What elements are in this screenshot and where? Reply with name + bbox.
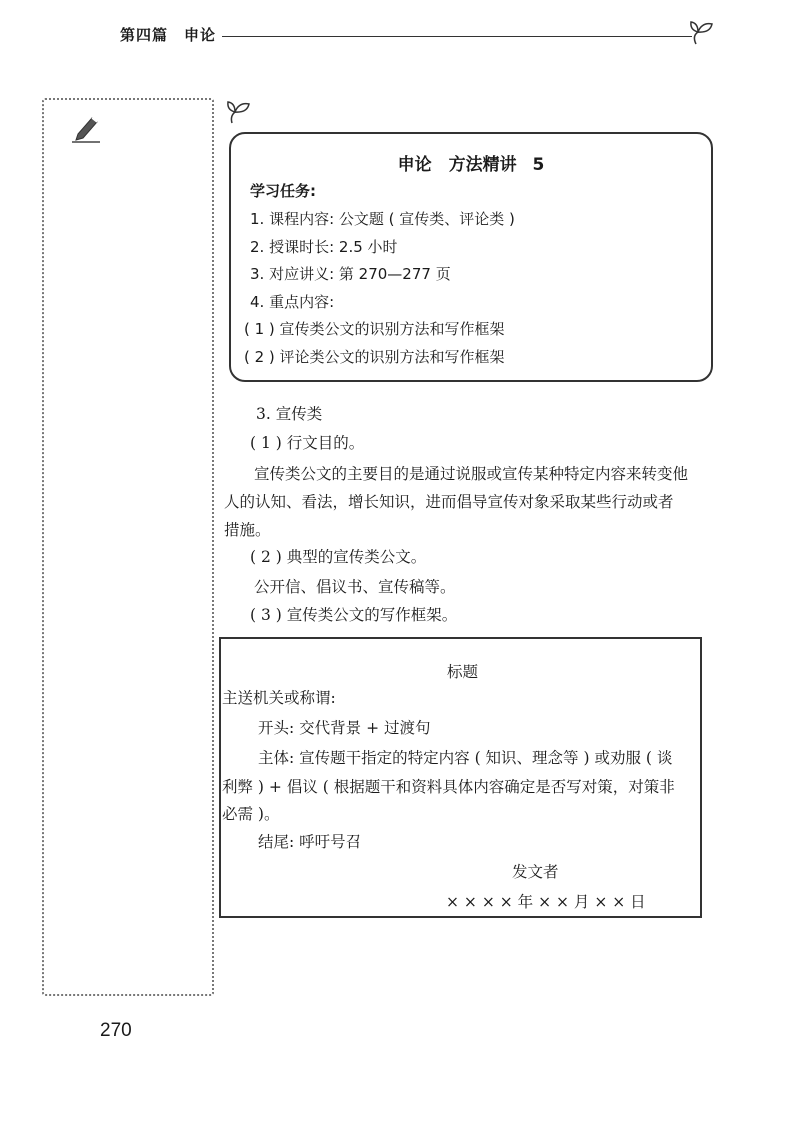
framework-body-line: 主体: 宣传题干指定的特定内容 ( 知识、理念等 ) 或劝服 ( 谈 [258, 749, 673, 767]
section-heading: 3. 宣传类 [256, 405, 323, 423]
framework-body-line: 利弊 ) + 倡议 ( 根据题干和资料具体内容确定是否写对策，对策非 [222, 778, 675, 796]
framework-date: × × × × 年 × × 月 × × 日 [446, 893, 646, 911]
task-item: 2. 授课时长: 2.5 小时 [250, 238, 398, 256]
pencil-icon [70, 114, 104, 144]
sprout-icon [688, 16, 718, 46]
subheading: ( 2 ) 典型的宣传类公文。 [250, 548, 427, 566]
paragraph-line: 人的认知、看法，增长知识，进而倡导宣传对象采取某些行动或者 [224, 493, 674, 511]
header-part: 第四篇 [120, 26, 169, 44]
running-header [120, 24, 216, 45]
task-item: ( 2 ) 评论类公文的识别方法和写作框架 [244, 348, 505, 366]
paragraph-line: 公开信、倡议书、宣传稿等。 [254, 578, 456, 596]
framework-closing: 结尾: 呼吁号召 [258, 833, 362, 851]
framework-sender: 发文者 [512, 863, 559, 881]
task-item: 1. 课程内容: 公文题 ( 宣传类、评论类 ) [250, 210, 515, 228]
header-rule [222, 36, 692, 37]
framework-salutation: 主送机关或称谓: [222, 689, 336, 707]
task-item: 3. 对应讲义: 第 270—277 页 [250, 265, 451, 283]
task-item: ( 1 ) 宣传类公文的识别方法和写作框架 [244, 320, 505, 338]
task-item: 4. 重点内容: [250, 293, 335, 311]
framework-body-line: 必需 )。 [222, 805, 280, 823]
framework-title: 标题 [447, 663, 479, 681]
page-number: 270 [100, 1020, 132, 1041]
header-section: 申论 [184, 26, 217, 44]
paragraph-line: 宣传类公文的主要目的是通过说服或宣传某种特定内容来转变他 [254, 465, 689, 483]
notes-column [42, 98, 214, 996]
task-card-subtitle: 学习任务: [250, 182, 316, 200]
sprout-icon [226, 98, 254, 124]
framework-opening: 开头: 交代背景 + 过渡句 [258, 719, 431, 737]
subheading: ( 3 ) 宣传类公文的写作框架。 [250, 606, 458, 624]
subheading: ( 1 ) 行文目的。 [250, 434, 365, 452]
task-card-title: 申论 方法精讲 5 [397, 155, 545, 175]
paragraph-line: 措施。 [224, 521, 271, 539]
